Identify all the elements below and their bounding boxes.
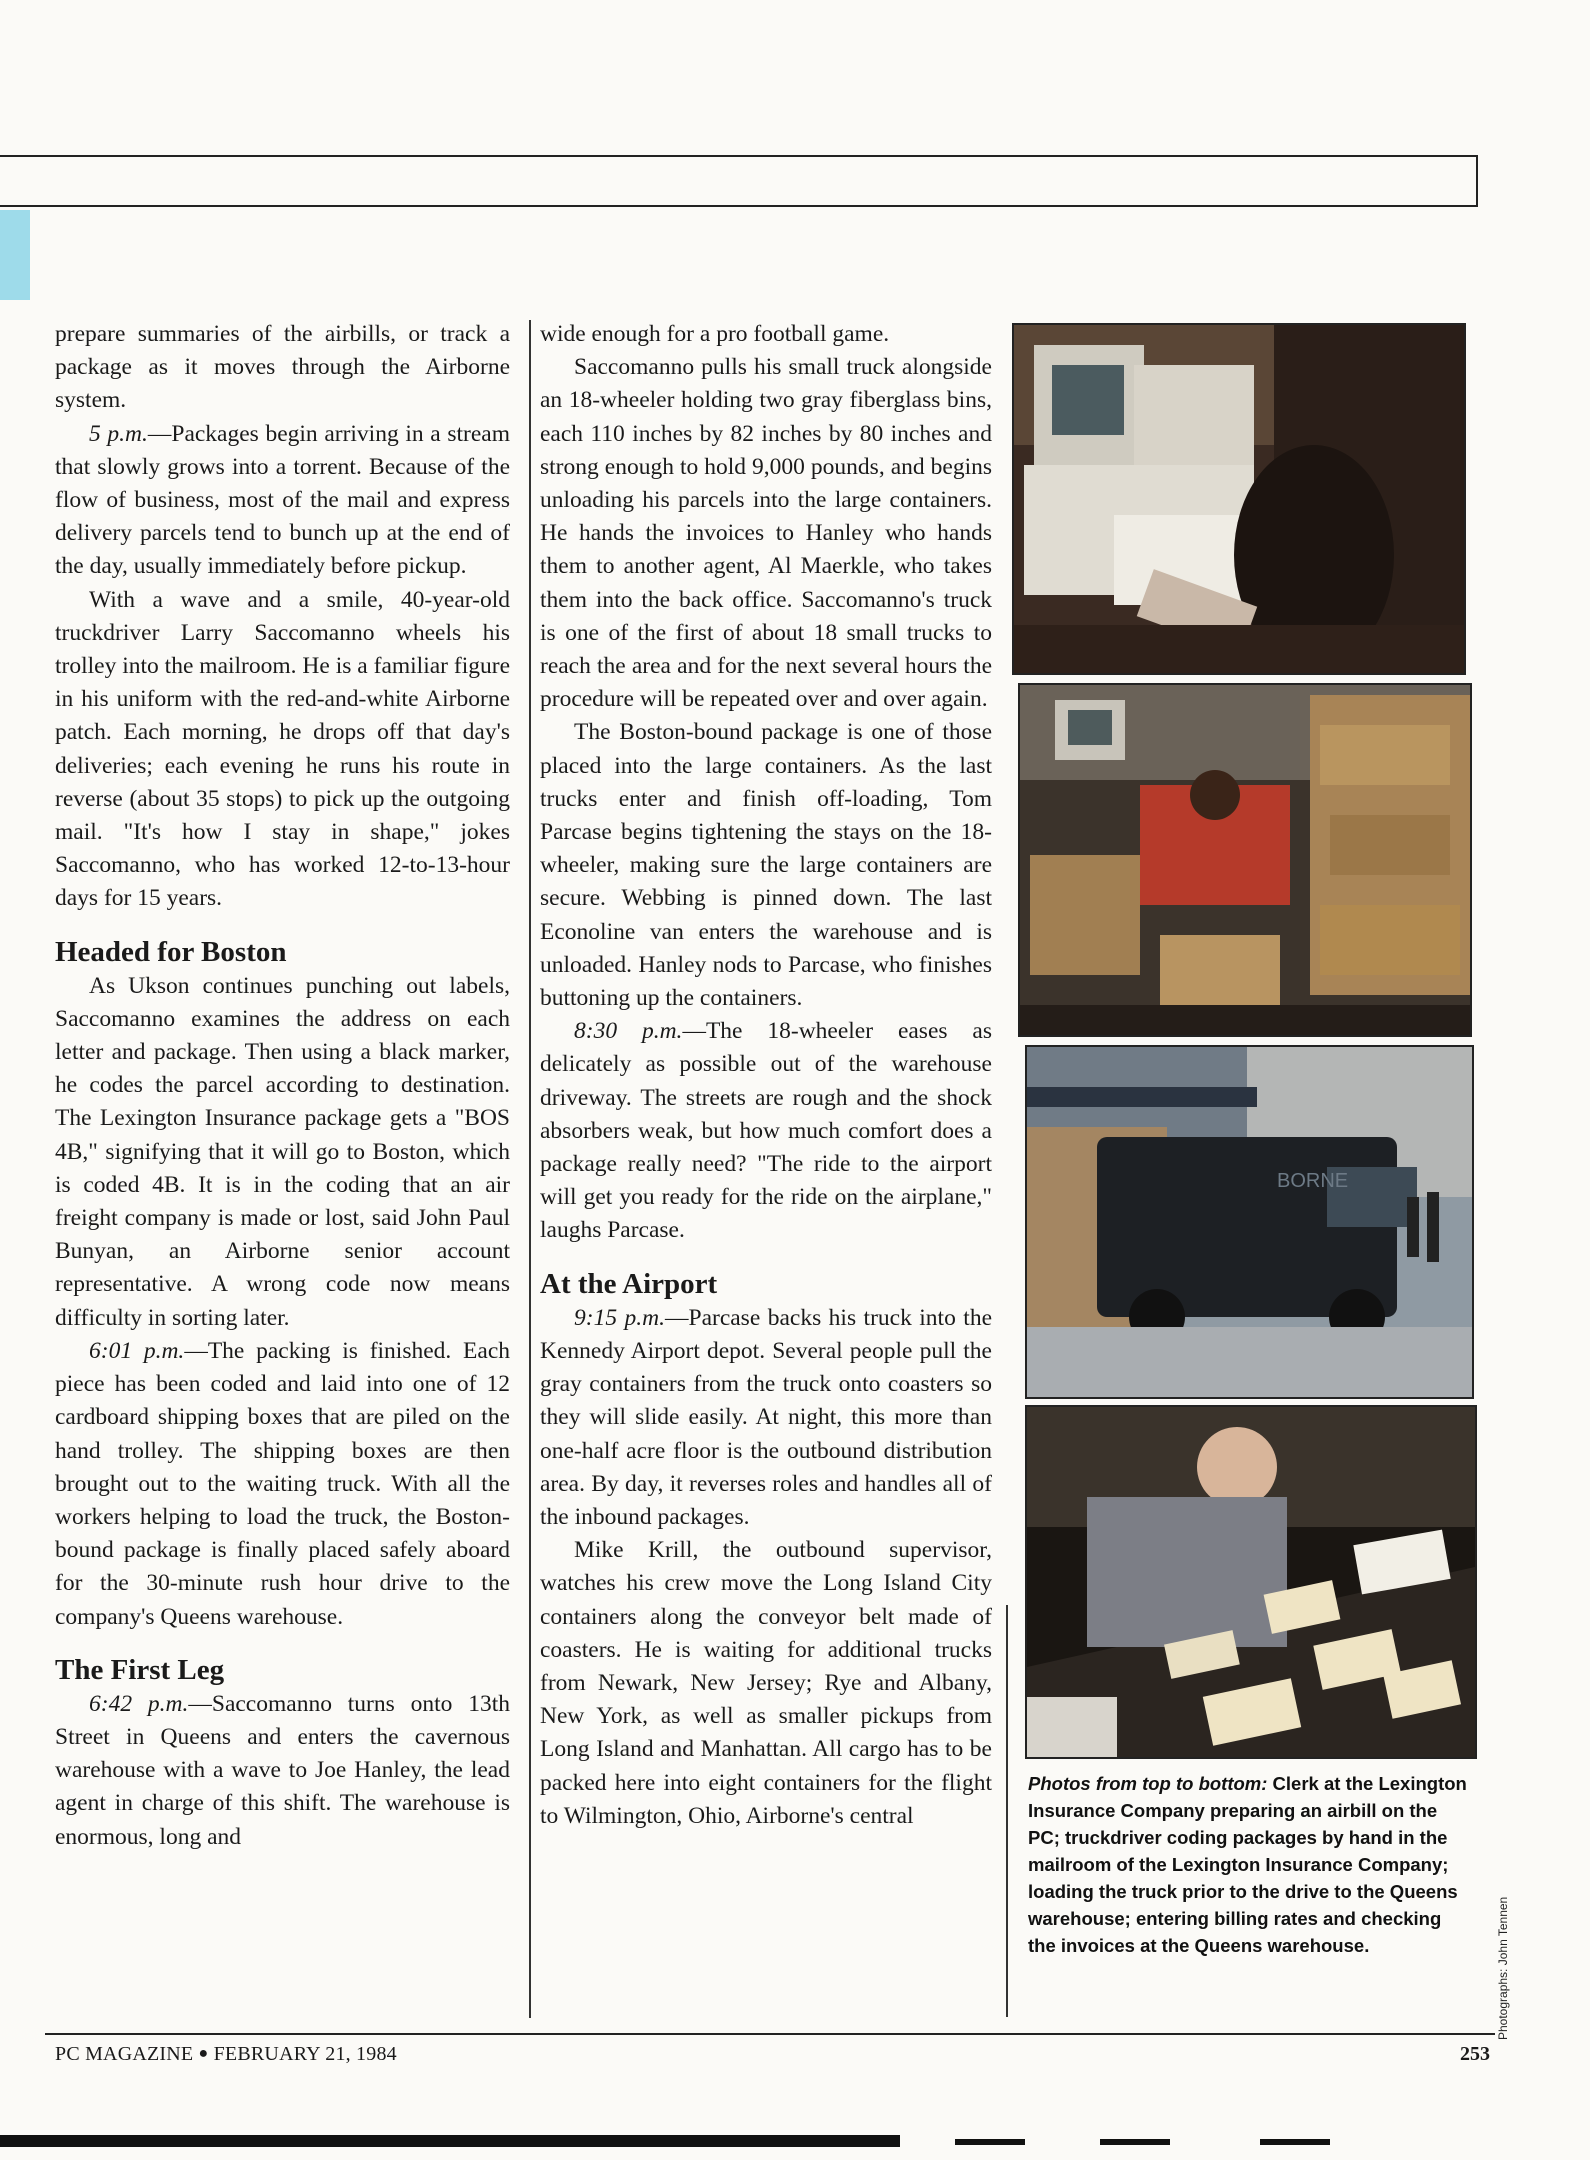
paragraph: The Boston-bound package is one of those placed into the large containers. As the last trucks enter and finish off-loading, Tom Parcase begins tightening the stays on the 18-wheeler, making sure the large containers are secure. Webbing is pinned down. The last Econoline van enters the warehouse and is unloaded. Hanley nods to Parcase, who finishes buttoning up the containers. [540, 719, 992, 1012]
paragraph: With a wave and a smile, 40-year-old truckdriver Larry Saccomanno wheels his trolley into the mailroom. He is a familiar figure in his uniform with the red-and-white Airborne patch. Each morning, he drops off that day's deliveries; each evening he runs his route in reverse (about 35 stops) to pick up the outgoing mail. "It's how I stay in shape," jokes Saccomanno, who has worked 12-to-13-hour days for 15 years. [55, 586, 510, 912]
photo-credit: Photographs: John Tennen [1496, 1896, 1510, 2040]
column-divider [529, 320, 531, 2018]
paragraph: prepare summaries of the airbills, or track a package as it moves through the Airborne system. [55, 321, 510, 414]
header-rule-top [0, 155, 1478, 157]
article-column-2 [540, 318, 992, 1833]
photo-caption [1028, 1770, 1468, 1959]
caption-lead: Photos from top to bottom: [1028, 1773, 1268, 1794]
color-registration-mark [0, 210, 30, 300]
checking-invoices-photo [1025, 1405, 1477, 1759]
loading-truck-photo [1025, 1045, 1474, 1399]
scan-edge-bar [1260, 2139, 1330, 2145]
paragraph: 6:01 p.m.—The packing is finished. Each piece has been coded and laid into one of 12 cardboard shipping boxes that are piled on the hand trolley. The shipping boxes are then brought out to the waiting truck. With all the workers helping to load the truck, the Boston-bound package is finally placed safely aboard for the 30-minute rush hour drive to the company's Queens warehouse. [55, 1337, 510, 1630]
scan-edge-bar [0, 2135, 900, 2147]
section-heading: The First Leg [55, 1653, 225, 1686]
timestamp: 5 p.m. [89, 420, 148, 447]
van-lettering: BORNE [1277, 1170, 1349, 1192]
running-footer [55, 2043, 397, 2066]
caption-text: Clerk at the Lexington Insurance Company preparing an airbill on the PC; truckdriver coding packages by hand in the mailroom of the Lexington Insurance Company; loading the truck prior to the drive to the Queens warehouse; entering billing rates and checking the invoices at the Queens warehouse. [1028, 1773, 1467, 1956]
section-heading: At the Airport [540, 1267, 718, 1300]
scan-edge-bar [955, 2139, 1025, 2145]
paragraph: 9:15 p.m.—Parcase backs his truck into the Kennedy Airport depot. Several people pull the gray containers from the truck onto coasters so they will slide easily. At night, this more than one-half acre floor is the outbound distribution area. By day, it reverses roles and handles all of the inbound packages. [540, 1304, 992, 1530]
paragraph: 5 p.m.—Packages begin arriving in a stream that slowly grows into a torrent. Because of the flow of business, most of the mail and express delivery parcels tend to bunch up at the end of the day, usually immediately before pickup. [55, 420, 510, 580]
section-heading: Headed for Boston [55, 935, 287, 968]
article-column-1 [55, 318, 510, 1854]
page-number: 253 [1460, 2043, 1490, 2065]
scan-edge-bar [1100, 2139, 1170, 2145]
paragraph: wide enough for a pro football game. [540, 321, 890, 347]
paragraph: Saccomanno pulls his small truck alongside an 18-wheeler holding two gray fiberglass bins, each 110 inches by 82 inches by 80 inches and strong enough to hold 9,000 pounds, and begins unloading his parcels into the large containers. He hands the invoices to Hanley who hands them to another agent, Al Maerkle, who takes them into the back office. Saccomanno's truck is one of the first of about 18 small trucks to reach the area and for the next several hours the procedure will be repeated over and over again. [540, 354, 992, 713]
clerk-at-pc-photo [1012, 323, 1466, 675]
timestamp: 6:01 p.m. [89, 1337, 185, 1364]
header-rule-right [1476, 155, 1478, 207]
paragraph: 8:30 p.m.—The 18-wheeler eases as delicately as possible out of the warehouse driveway. The streets are rough and the shock absorbers weak, but how much comfort does a package really need? "The ride to the airport will get you ready for the ride on the airplane," laughs Parcase. [540, 1018, 992, 1244]
timestamp: 8:30 p.m. [574, 1018, 683, 1045]
paragraph: Mike Krill, the outbound supervisor, watches his crew move the Long Island City containers along the conveyor belt made of coasters. He is waiting for additional trucks from Newark, New Jersey; Rye and Albany, New York, as well as smaller pickups from Long Island and Manhattan. All cargo has to be packed here into eight containers for the flight to Wilmington, Ohio, Airborne's central [540, 1537, 992, 1829]
timestamp: 6:42 p.m. [89, 1690, 189, 1717]
header-rule-bottom [0, 205, 1478, 207]
footer-rule [45, 2033, 1495, 2035]
issue-date: FEBRUARY 21, 1984 [213, 2043, 397, 2065]
paragraph: As Ukson continues punching out labels, Saccomanno examines the address on each letter and package. Then using a black marker, he codes the parcel according to destination. The Lexington Insurance package gets a "BOS 4B," signifying that it will go to Boston, which is coded 4B. It is in the coding that an air freight company is made or lost, said John Paul Bunyan, an Airborne senior account representative. A wrong code now means difficulty in sorting later. [55, 972, 510, 1331]
column-divider [1006, 1605, 1008, 2017]
timestamp: 9:15 p.m. [574, 1304, 665, 1331]
magazine-name: PC MAGAZINE [55, 2043, 194, 2065]
truckdriver-coding-packages-photo [1018, 683, 1472, 1037]
paragraph: 6:42 p.m.—Saccomanno turns onto 13th Street in Queens and enters the cavernous warehouse with a wave to Joe Hanley, the lead agent in charge of this shift. The warehouse is enormous, long and [55, 1690, 510, 1850]
footer-bullet: ● [198, 2045, 209, 2062]
